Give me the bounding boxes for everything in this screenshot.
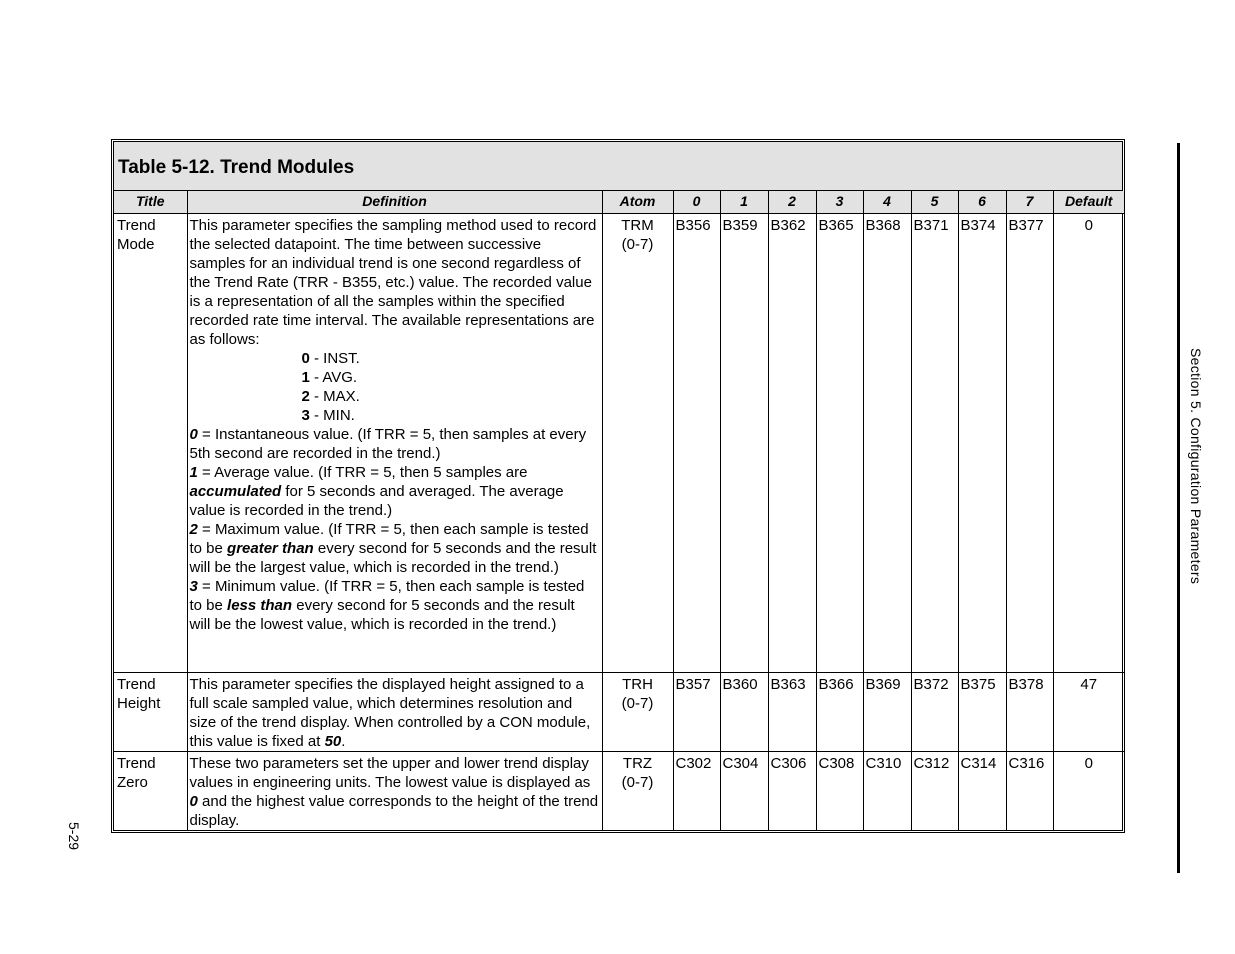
header-col-6: 6 (958, 191, 1006, 213)
description-0: 0 = Instantaneous value. (If TRR = 5, then samples at every 5th second are recorded in the trend.) (189, 425, 587, 462)
cell-0: B356 (673, 213, 720, 672)
cell-6: B375 (958, 672, 1006, 751)
header-title: Title (114, 191, 187, 213)
row-atom (602, 213, 673, 672)
cell-default: 0 (1084, 754, 1093, 772)
description-3: 3 = Minimum value. (If TRR = 5, then each sample is tested to be less than every second for 5 seconds and the result will be the lowest value, which is recorded in the trend.) (189, 577, 585, 633)
row-title (114, 672, 187, 751)
header-row (114, 191, 1124, 213)
header-default: Default (1053, 191, 1124, 213)
table-row (114, 751, 1124, 830)
table-title: Table 5-12. Trend Modules (114, 142, 1122, 191)
title-line: Mode (117, 235, 155, 253)
header-col-1: 1 (720, 191, 768, 213)
section-label: Section 5. Configuration Parameters (1188, 348, 1204, 585)
cell-3: C308 (816, 751, 863, 830)
cell-1: C304 (720, 751, 768, 830)
cell-1: B360 (720, 672, 768, 751)
atom-name: TRZ (622, 754, 653, 772)
cell-2: B363 (768, 672, 816, 751)
header-col-3: 3 (816, 191, 863, 213)
cell-3: B366 (816, 672, 863, 751)
row-title (114, 213, 187, 672)
option-line: 2 - MAX. (301, 387, 360, 405)
row-atom (602, 751, 673, 830)
option-line: 0 - INST. (301, 349, 360, 367)
cell-default: 0 (1053, 213, 1124, 672)
header-col-7: 7 (1006, 191, 1053, 213)
row-title (114, 751, 187, 830)
atom-range: (0-7) (621, 773, 654, 791)
row-definition: This parameter specifies the displayed height assigned to a full scale sampled value, which determines resolution and size of the trend display. When controlled by a CON module, this value is fixed at 50. (187, 672, 602, 751)
header-col-0: 0 (673, 191, 720, 213)
description-1: 1 = Average value. (If TRR = 5, then 5 samples are accumulated for 5 seconds and averaged. The average value is recorded in the trend.) (189, 463, 564, 519)
header-col-2: 2 (768, 191, 816, 213)
trend-modules-table (113, 141, 1123, 831)
cell-7: C316 (1006, 751, 1053, 830)
description-2: 2 = Maximum value. (If TRR = 5, then each sample is tested to be greater than every second for 5 seconds and the result will be the largest value, which is recorded in the trend.) (189, 520, 597, 576)
atom-name: TRH (622, 675, 653, 693)
cell-4: B369 (863, 672, 911, 751)
cell-2: B362 (768, 213, 816, 672)
cell-3: B365 (816, 213, 863, 672)
cell-6: C314 (958, 751, 1006, 830)
definition-intro: This parameter specifies the sampling method used to record the selected datapoint. The time between successive samples for an individual trend is one second regardless of the Trend Rate (TRR - B355, etc.) value. The recorded value is a representation of all the samples within the specified recorded rate time interval. The available representations are as follows: (189, 216, 597, 348)
cell-2: C306 (768, 751, 816, 830)
title-line: Height (117, 694, 161, 712)
header-definition: Definition (187, 191, 602, 213)
table-row (114, 213, 1124, 672)
atom-name: TRM (621, 216, 654, 234)
title-line: Trend (117, 216, 156, 234)
cell-5: C312 (911, 751, 958, 830)
cell-5: B372 (911, 672, 958, 751)
row-definition: These two parameters set the upper and lower trend display values in engineering units. The lowest value is displayed as 0 and the highest value corresponds to the height of the trend display. (187, 751, 602, 830)
cell-6: B374 (958, 213, 1006, 672)
cell-0: B357 (673, 672, 720, 751)
cell-1: B359 (720, 213, 768, 672)
cell-0: C302 (673, 751, 720, 830)
cell-default: 47 (1053, 672, 1124, 751)
table-row (114, 672, 1124, 751)
title-line: Trend (117, 675, 156, 693)
header-atom: Atom (602, 191, 673, 213)
row-definition (187, 213, 602, 672)
cell-7: B378 (1006, 672, 1053, 751)
section-divider-bar (1177, 143, 1180, 873)
page-number: 5-29 (66, 822, 82, 851)
option-line: 3 - MIN. (301, 406, 355, 424)
cell-7: B377 (1006, 213, 1053, 672)
header-col-4: 4 (863, 191, 911, 213)
parameter-table (114, 191, 1124, 830)
title-line: Trend (117, 754, 156, 772)
row-atom (602, 672, 673, 751)
cell-4: C310 (863, 751, 911, 830)
option-line: 1 - AVG. (301, 368, 358, 386)
title-line: Zero (117, 773, 148, 791)
header-col-5: 5 (911, 191, 958, 213)
atom-range: (0-7) (621, 235, 654, 253)
atom-range: (0-7) (621, 694, 654, 712)
cell-4: B368 (863, 213, 911, 672)
cell-5: B371 (911, 213, 958, 672)
